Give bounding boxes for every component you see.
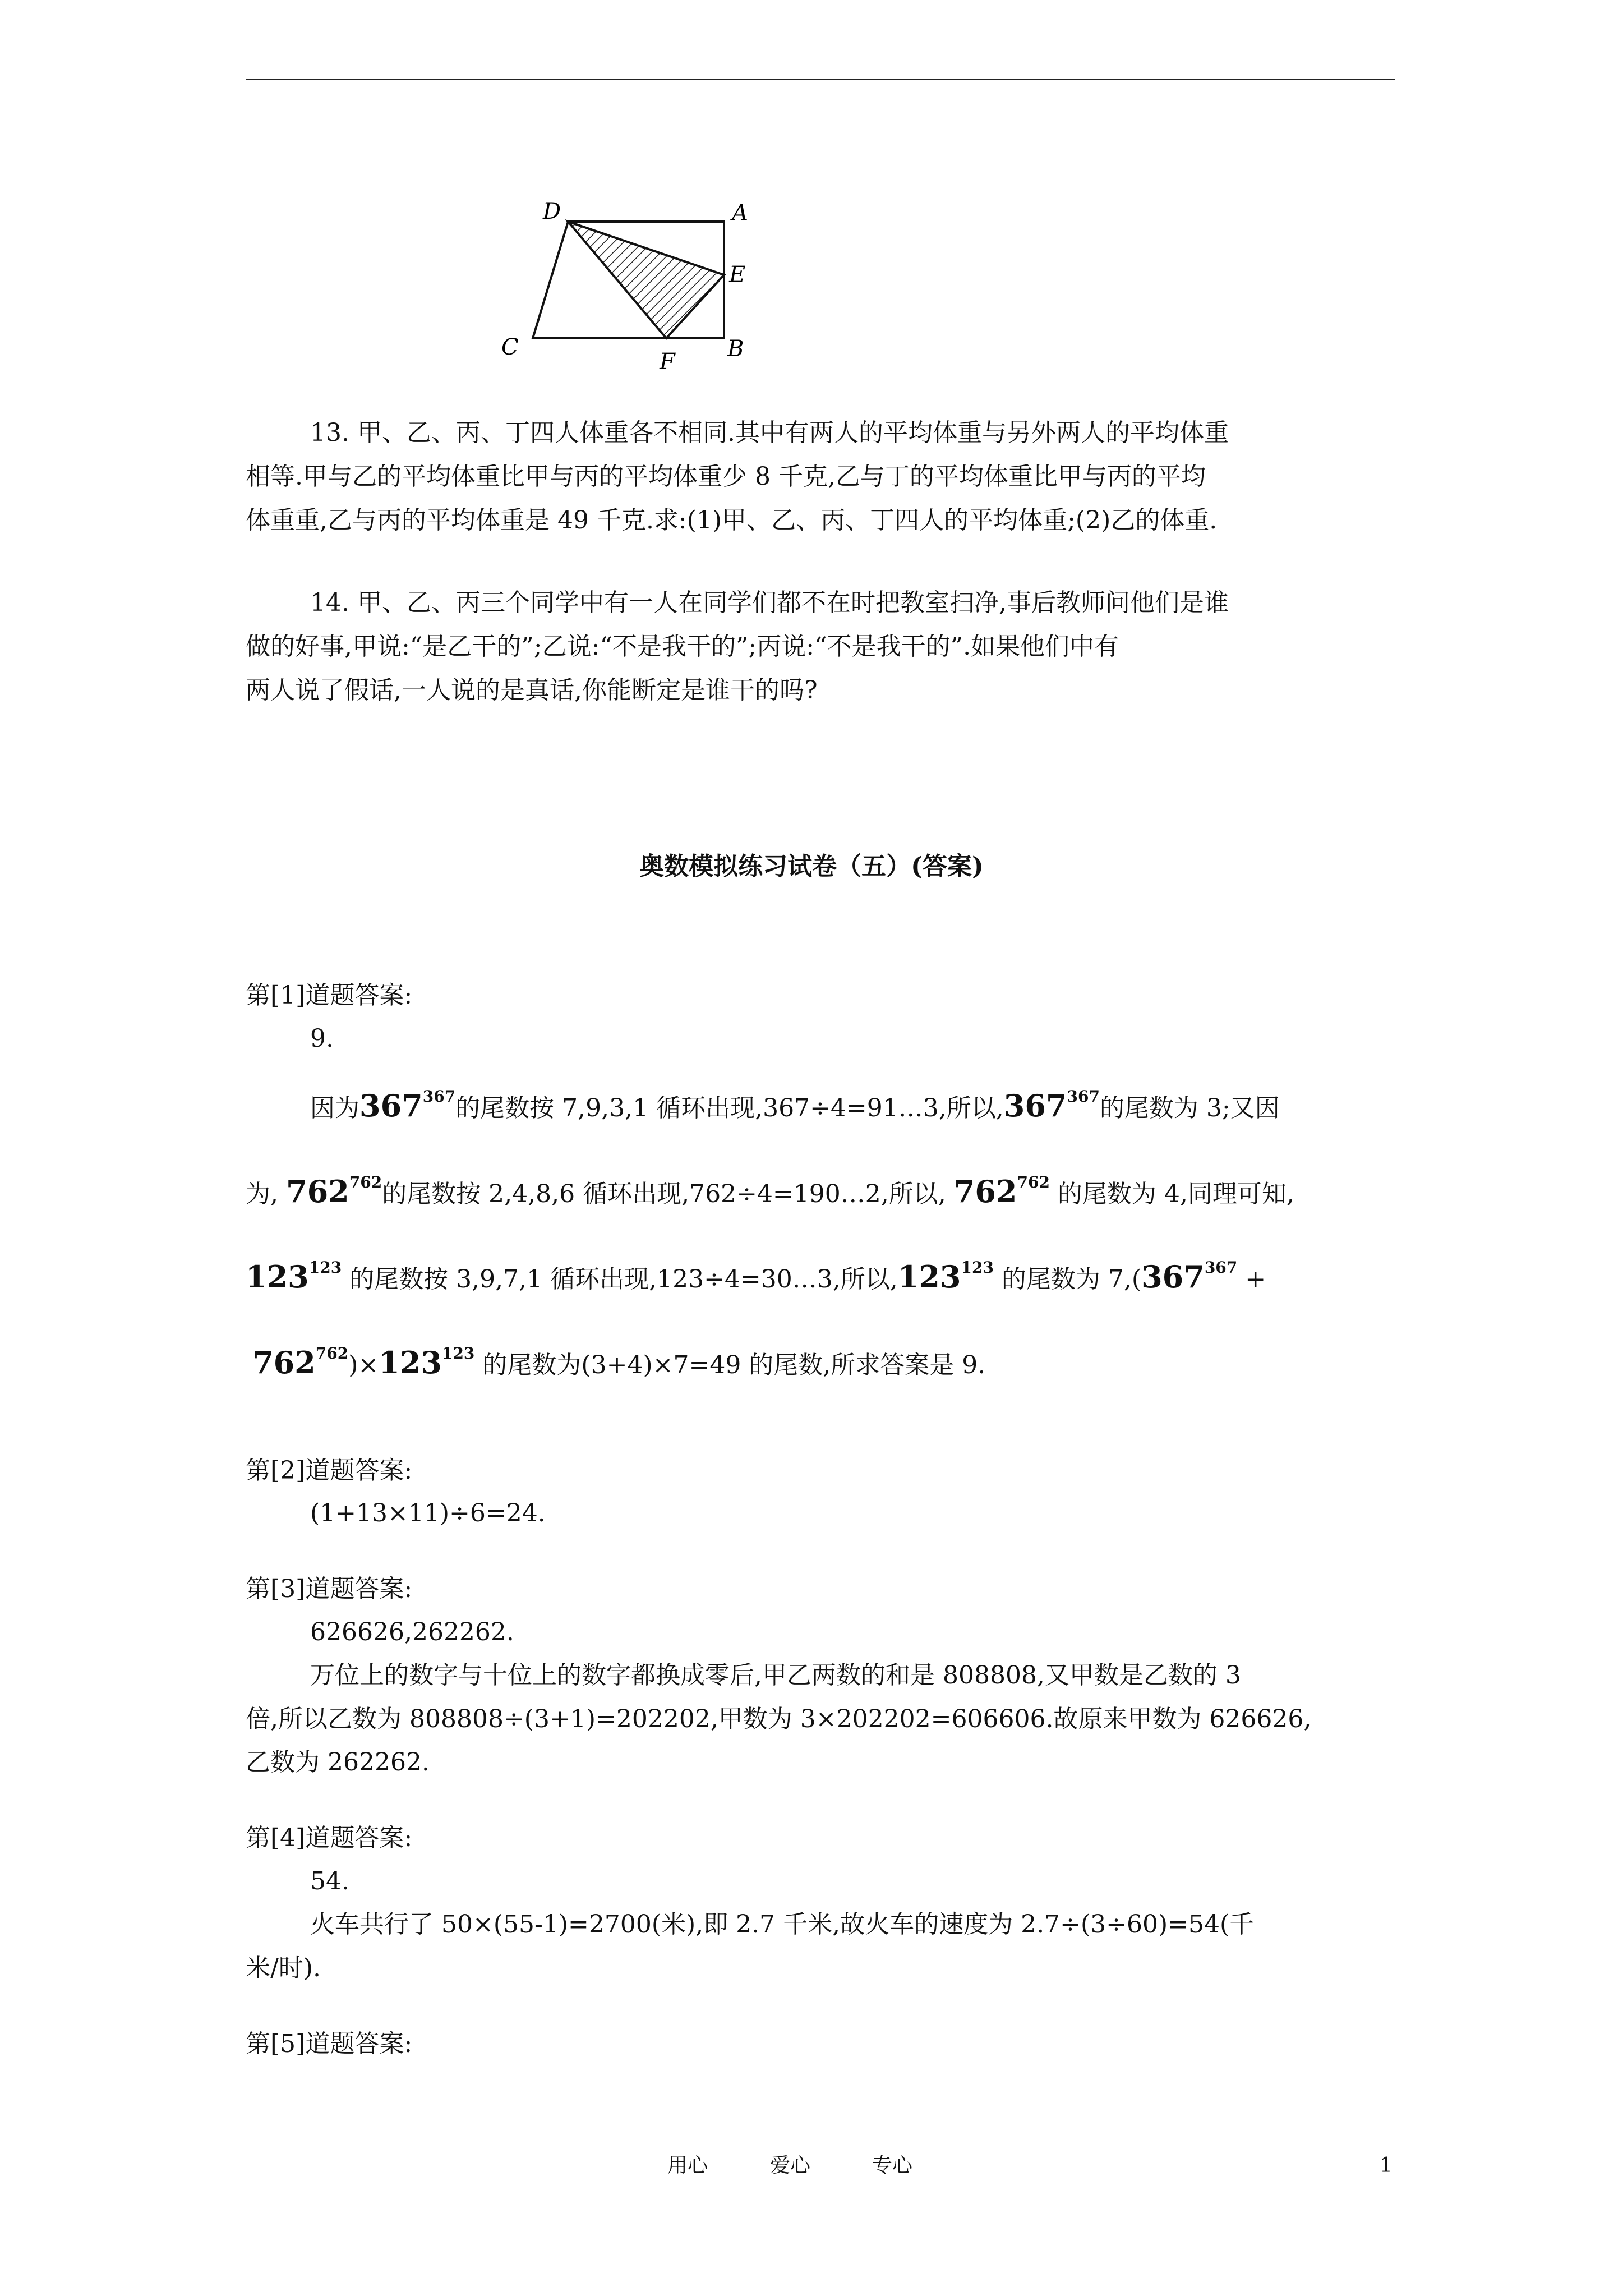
answers-title: 奥数模拟练习试卷（五）(答案) — [639, 852, 984, 881]
label-D: D — [543, 199, 561, 224]
header-rule — [246, 79, 1395, 80]
text: 的尾数按 3,9,7,1 循环出现,123÷4=30…3,所以, — [349, 1265, 898, 1294]
power-123: $123^{123}$ — [897, 1258, 994, 1295]
q13-line-2: 相等.甲与乙的平均体重比甲与丙的平均体重少 8 千克,乙与丁的平均体重比甲与丙的平均 — [246, 462, 1206, 491]
text: + — [1245, 1265, 1266, 1294]
text: )× — [348, 1351, 379, 1379]
answer-5-heading: 第[5]道题答案: — [246, 2030, 413, 2058]
power-367: $367^{367}$ — [1141, 1258, 1238, 1295]
label-F: F — [660, 349, 675, 375]
answer-2-value: (1+13×11)÷6=24. — [310, 1499, 546, 1527]
label-B: B — [727, 336, 744, 362]
text: 因为 — [310, 1094, 359, 1122]
page-number: 1 — [1380, 2154, 1393, 2177]
text: 的尾数为 3;又因 — [1099, 1094, 1280, 1122]
answer-1-explanation-line-3 — [246, 1251, 1266, 1296]
power-123: $123^{123}$ — [246, 1258, 342, 1295]
answer-3-line-2: 倍,所以乙数为 808808÷(3+1)=202202,甲数为 3×202202=606606.故原来甲数为 626626, — [246, 1705, 1312, 1733]
answer-3-line-1: 万位上的数字与十位上的数字都换成零后,甲乙两数的和是 808808,又甲数是乙数的 3 — [310, 1661, 1241, 1690]
q13-line-3: 体重重,乙与丙的平均体重是 49 千克.求:(1)甲、乙、丙、丁四人的平均体重;(2)乙的体重. — [246, 506, 1218, 535]
answer-2-heading: 第[2]道题答案: — [246, 1456, 413, 1485]
text: 的尾数为 7,( — [1001, 1265, 1142, 1294]
text: 的尾数按 7,9,3,1 循环出现,367÷4=91…3,所以, — [455, 1094, 1004, 1122]
answer-1-value: 9. — [310, 1024, 334, 1053]
answer-4-line-2: 米/时). — [246, 1954, 321, 1982]
shaded-triangle-DEF — [568, 222, 724, 338]
question-14 — [246, 586, 1401, 707]
answer-4-heading: 第[4]道题答案: — [246, 1824, 413, 1852]
label-C: C — [501, 334, 519, 360]
text: 的尾数为 4,同理可知, — [1057, 1180, 1294, 1208]
footer-motto-2: 爱心 — [770, 2154, 811, 2177]
text: 的尾数为(3+4)×7=49 的尾数,所求答案是 9. — [482, 1351, 986, 1379]
footer-motto-3: 专心 — [872, 2154, 913, 2177]
question-13 — [246, 416, 1401, 537]
power-367: $367^{367}$ — [1003, 1087, 1100, 1124]
answer-4-line-1: 火车共行了 50×(55-1)=2700(米),即 2.7 千米,故火车的速度为 2.7÷(3÷60)=54(千 — [310, 1910, 1255, 1939]
text: 的尾数按 2,4,8,6 循环出现,762÷4=190…2,所以, — [382, 1180, 946, 1208]
q14-line-1: 14. 甲、乙、丙三个同学中有一人在同学们都不在时把教室扫净,事后教师问他们是谁 — [310, 588, 1229, 617]
answer-3-value: 626626,262262. — [310, 1618, 514, 1646]
q13-line-1: 13. 甲、乙、丙、丁四人体重各不相同.其中有两人的平均体重与另外两人的平均体重 — [310, 418, 1229, 447]
answer-1-explanation-line-2 — [246, 1166, 1294, 1211]
answer-3-heading: 第[3]道题答案: — [246, 1575, 413, 1603]
power-762: $762^{762}$ — [252, 1344, 349, 1381]
answer-1-explanation-line-1 — [310, 1080, 1280, 1125]
power-123: $123^{123}$ — [379, 1344, 475, 1381]
q14-line-2: 做的好事,甲说:“是乙干的”;乙说:“不是我干的”;丙说:“不是我干的”.如果他们中有 — [246, 632, 1119, 661]
label-A: A — [732, 200, 748, 226]
q14-line-3: 两人说了假话,一人说的是真话,你能断定是谁干的吗? — [246, 676, 818, 705]
text: 为, — [246, 1180, 278, 1208]
answer-4-value: 54. — [310, 1867, 349, 1895]
footer-motto-1: 用心 — [667, 2154, 708, 2177]
label-E: E — [729, 262, 746, 288]
geometry-figure — [494, 191, 763, 381]
power-367: $367^{367}$ — [359, 1087, 456, 1124]
answer-1-explanation-line-4 — [252, 1337, 985, 1382]
answer-3-line-3: 乙数为 262262. — [246, 1748, 430, 1777]
power-762: $762^{762}$ — [286, 1173, 382, 1209]
power-762: $762^{762}$ — [953, 1173, 1050, 1209]
answer-1-heading: 第[1]道题答案: — [246, 981, 413, 1010]
